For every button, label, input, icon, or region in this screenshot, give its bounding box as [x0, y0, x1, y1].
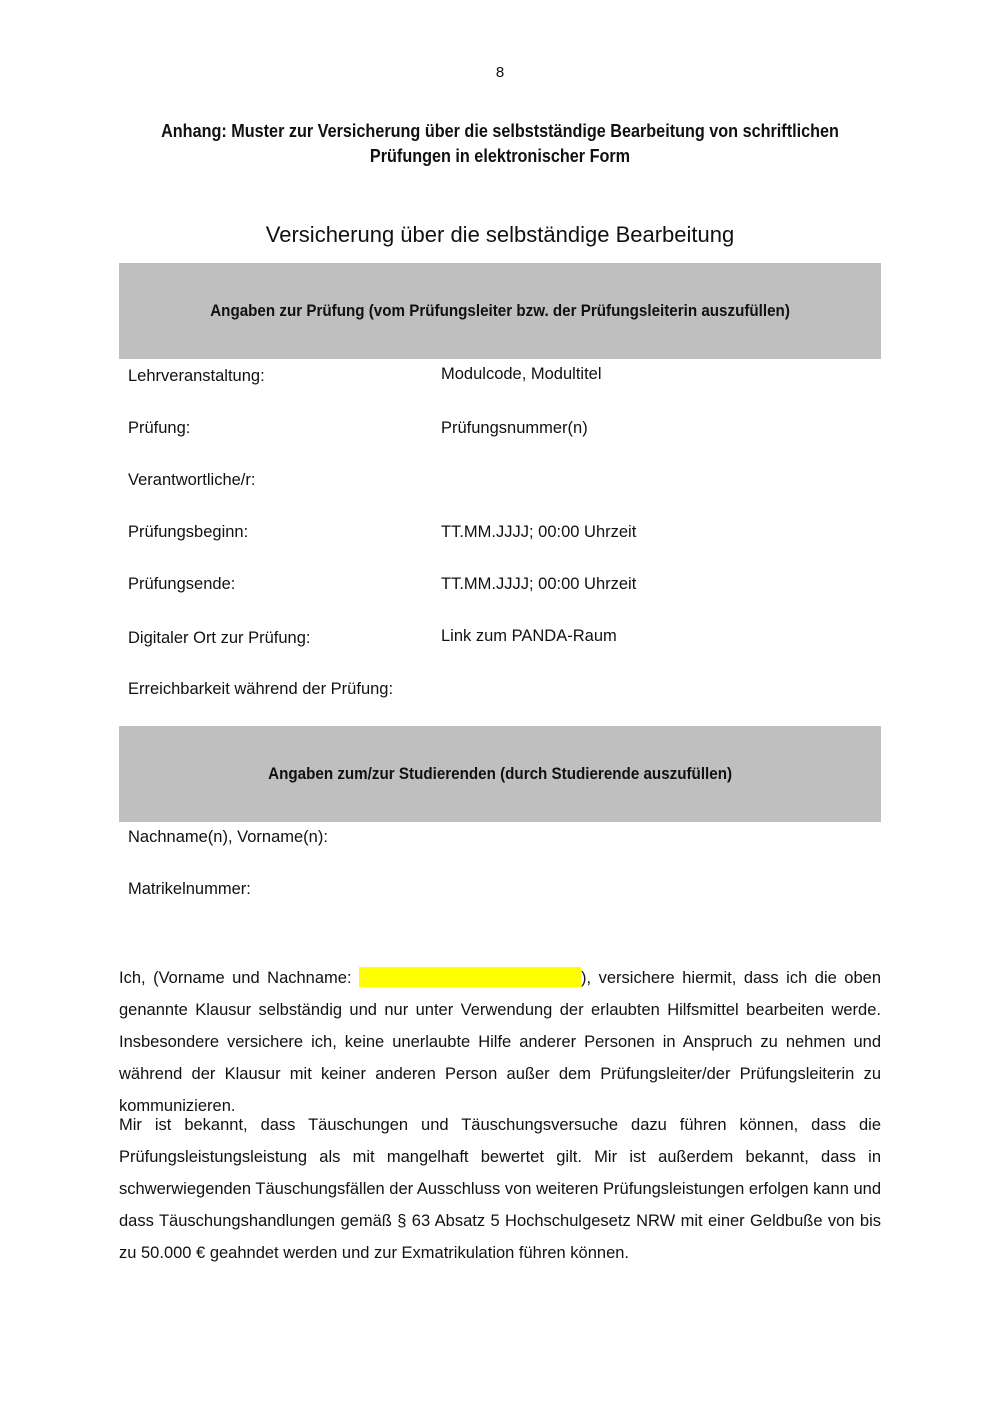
appendix-title: Anhang: Muster zur Versicherung über die selbstständige Bearbeitung von schriftlichen Prüfungen in elektronischer Form — [161, 121, 839, 166]
field-label: Prüfungsende: — [128, 575, 236, 593]
declaration-paragraph — [119, 962, 881, 1122]
field-value[interactable]: Prüfungsnummer(n) — [441, 419, 588, 437]
student-section-header — [119, 726, 881, 822]
field-label: Nachname(n), Vorname(n): — [128, 828, 328, 846]
name-input-highlight[interactable] — [359, 967, 581, 987]
field-label: Lehrveranstaltung: — [128, 367, 265, 385]
field-label: Digitaler Ort zur Prüfung: — [128, 629, 311, 647]
field-label: Prüfung: — [128, 419, 191, 437]
field-label: Verantwortliche/r: — [128, 471, 256, 489]
page-number: 8 — [495, 64, 505, 81]
field-value[interactable]: Link zum PANDA-Raum — [441, 627, 617, 645]
consequences-paragraph: Mir ist bekannt, dass Täuschungen und Täuschungsversuche dazu führen können, dass die Prüfungsleistungsleistung als mit mangelhaft bewertet gilt. Mir ist außerdem bekannt, dass in schwerwiegenden Täuschungsfällen der Ausschluss von weiteren Prüfungsleistungen erfolgen kann und dass Täuschungshandlungen gemäß § 63 Absatz 5 Hochschulgesetz NRW mit einer Geldbuße von bis zu 50.000 € geahndet werden und zur Exmatrikulation führen können. — [119, 1116, 881, 1262]
field-label: Erreichbarkeit während der Prüfung: — [128, 680, 394, 698]
exam-section-header-text: Angaben zur Prüfung (vom Prüfungsleiter bzw. der Prüfungsleiterin auszufüllen) — [210, 301, 790, 320]
field-value[interactable]: TT.MM.JJJJ; 00:00 Uhrzeit — [441, 575, 637, 593]
student-section-header-text: Angaben zum/zur Studierenden (durch Studierende auszufüllen) — [268, 764, 732, 783]
declaration-text: ), versichere hiermit, dass ich die oben genannte Klausur selbständig und nur unter Verwendung der erlaubten Hilfsmittel bearbeiten werde. Insbesondere versichere ich, keine unerlaubte Hilfe anderer Personen in Anspruch zu nehmen und während der Klausur mit keiner anderen Person außer dem Prüfungsleiter/der Prüfungsleiterin zu kommunizieren. — [119, 969, 881, 1115]
field-label: Prüfungsbeginn: — [128, 523, 249, 541]
field-value[interactable]: Modulcode, Modultitel — [441, 365, 602, 383]
exam-section-header — [119, 263, 881, 359]
field-value[interactable]: TT.MM.JJJJ; 00:00 Uhrzeit — [441, 523, 637, 541]
declaration-intro: Ich, (Vorname und Nachname: — [119, 969, 360, 987]
form-title: Versicherung über die selbständige Bearbeitung — [265, 222, 735, 247]
field-label: Matrikelnummer: — [128, 880, 251, 898]
